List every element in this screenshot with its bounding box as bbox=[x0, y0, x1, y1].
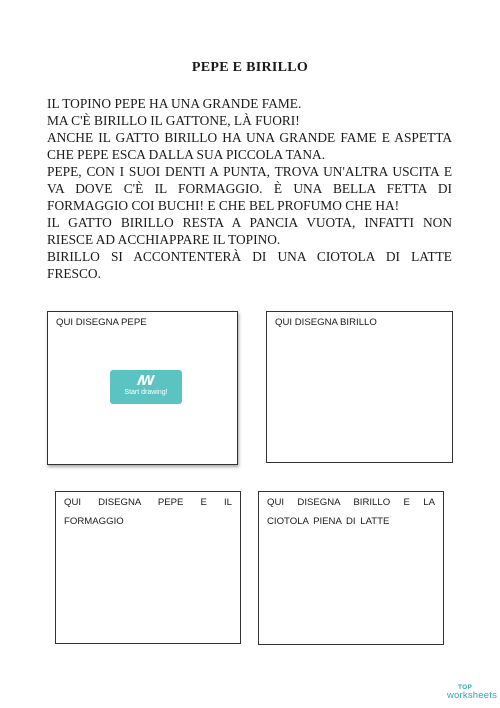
story-line: IL TOPINO PEPE HA UNA GRANDE FAME. bbox=[47, 96, 302, 111]
start-drawing-label: Start drawing! bbox=[124, 389, 168, 396]
drawing-box-pepe-formaggio[interactable] bbox=[55, 491, 241, 644]
story-line: BIRILLO SI ACCONTENTERÀ DI UNA CIOTOLA DI LATTE FRESCO. bbox=[47, 249, 452, 281]
drawing-box-label: QUI DISEGNA PEPE bbox=[56, 317, 147, 328]
drawing-box-birillo[interactable] bbox=[266, 311, 453, 463]
story-line: PEPE, CON I SUOI DENTI A PUNTA, TROVA UN'ALTRA USCITA E VA DOVE C'È IL FORMAGGIO. È UNA BELLA FETTA DI FORMAGGIO COI BUCHI! E CHE BEL PROFUMO CHE HA! bbox=[47, 164, 452, 213]
worksheet-title: PEPE E BIRILLO bbox=[191, 60, 309, 75]
drawing-box-birillo-latte[interactable] bbox=[258, 491, 444, 645]
start-drawing-button[interactable] bbox=[110, 370, 182, 404]
pen-icon: ꟿ bbox=[137, 373, 155, 388]
story-line: IL GATTO BIRILLO RESTA A PANCIA VUOTA, INFATTI NON RIESCE AD ACCHIAPPARE IL TOPINO. bbox=[47, 215, 452, 247]
story-line: MA C'È BIRILLO IL GATTONE, LÀ FUORI! bbox=[47, 113, 300, 128]
logo-top-text: TOP bbox=[458, 684, 473, 691]
story-text bbox=[47, 95, 452, 282]
topworksheets-logo bbox=[447, 684, 497, 701]
drawing-box-label: QUI DISEGNA BIRILLO E LA CIOTOLA PIENA DI LATTE bbox=[267, 497, 435, 527]
drawing-box-label: QUI DISEGNA PEPE E IL FORMAGGIO bbox=[64, 497, 232, 527]
logo-worksheets-text: worksheets bbox=[447, 690, 498, 701]
drawing-box-label: QUI DISEGNA BIRILLO bbox=[275, 317, 377, 328]
story-line: ANCHE IL GATTO BIRILLO HA UNA GRANDE FAME E ASPETTA CHE PEPE ESCA DALLA SUA PICCOLA TANA. bbox=[47, 130, 452, 162]
